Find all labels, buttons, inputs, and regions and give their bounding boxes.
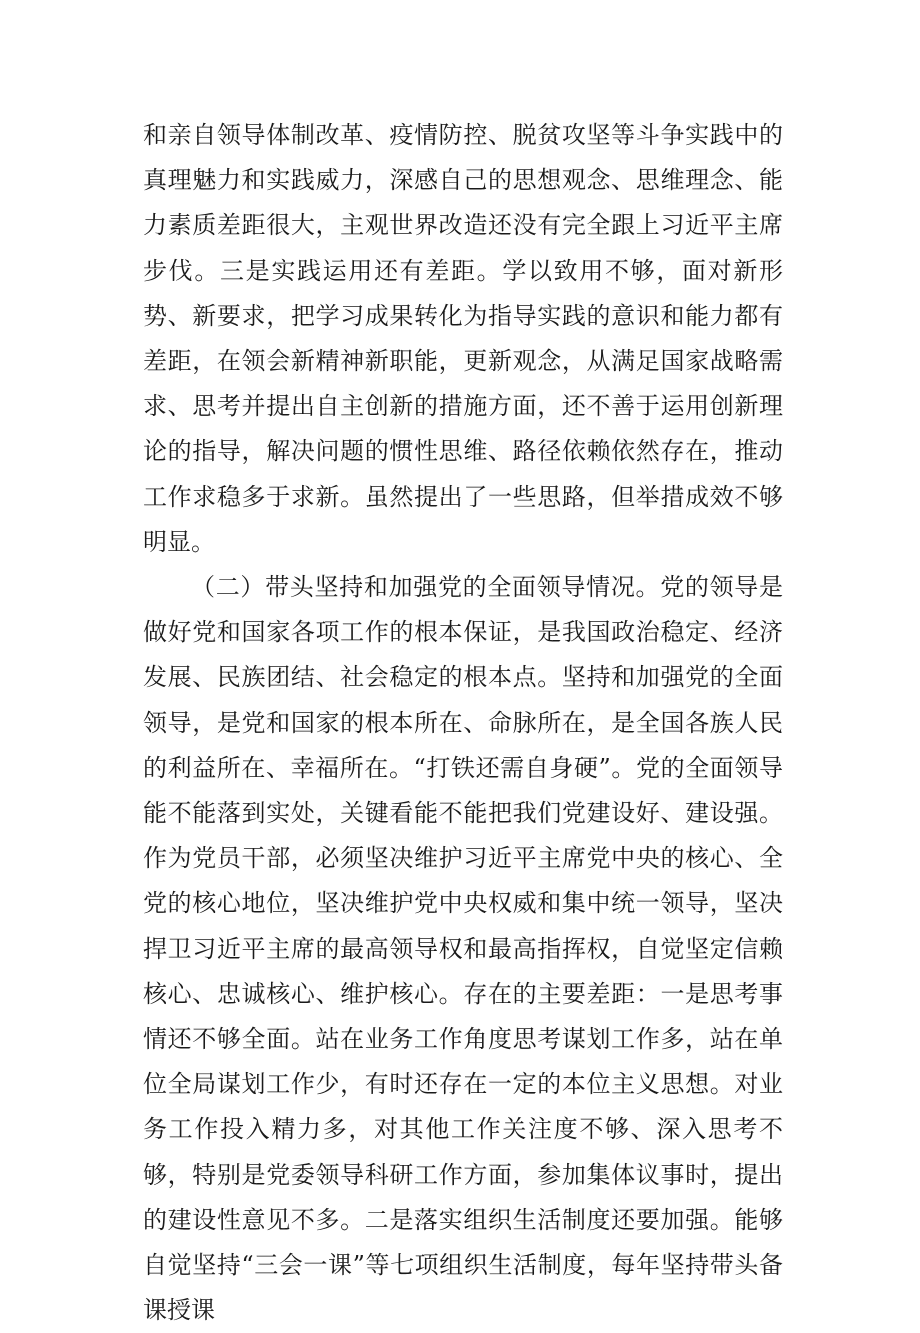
document-body (143, 113, 783, 1333)
paragraph-section-2: （二）带头坚持和加强党的全面领导情况。党的领导是做好党和国家各项工作的根本保证，是我国政治稳定、经济发展、民族团结、社会稳定的根本点。坚持和加强党的全面领导，是党和国家的根本所在、命脉所在，是全国各族人民的利益所在、幸福所在。“打铁还需自身硬”。党的全面领导能不能落到实处，关键看能不能把我们党建设好、建设强。作为党员干部，必须坚决维护习近平主席党中央的核心、全党的核心地位，坚决维护党中央权威和集中统一领导，坚决捍卫习近平主席的最高领导权和最高指挥权，自觉坚定信赖核心、忠诚核心、维护核心。存在的主要差距：一是思考事情还不够全面。站在业务工作角度思考谋划工作多，站在单位全局谋划工作少，有时还存在一定的本位主义思想。对业务工作投入精力多，对其他工作关注度不够、深入思考不够，特别是党委领导科研工作方面，参加集体议事时，提出的建设性意见不多。二是落实组织生活制度还要加强。能够自觉坚持“三会一课”等七项组织生活制度，每年坚持带头备课授课 (143, 573, 783, 1325)
paragraph-continued: 和亲自领导体制改革、疫情防控、脱贫攻坚等斗争实践中的真理魅力和实践威力，深感自己的思想观念、思维理念、能力素质差距很大，主观世界改造还没有完全跟上习近平主席步伐。三是实践运用还有差距。学以致用不够，面对新形势、新要求，把学习成果转化为指导实践的意识和能力都有差距，在领会新精神新职能，更新观念，从满足国家战略需求、思考并提出自主创新的措施方面，还不善于运用创新理论的指导，解决问题的惯性思维、路径依赖依然存在，推动工作求稳多于求新。虽然提出了一些思路，但举措成效不够明显。 (143, 121, 783, 556)
